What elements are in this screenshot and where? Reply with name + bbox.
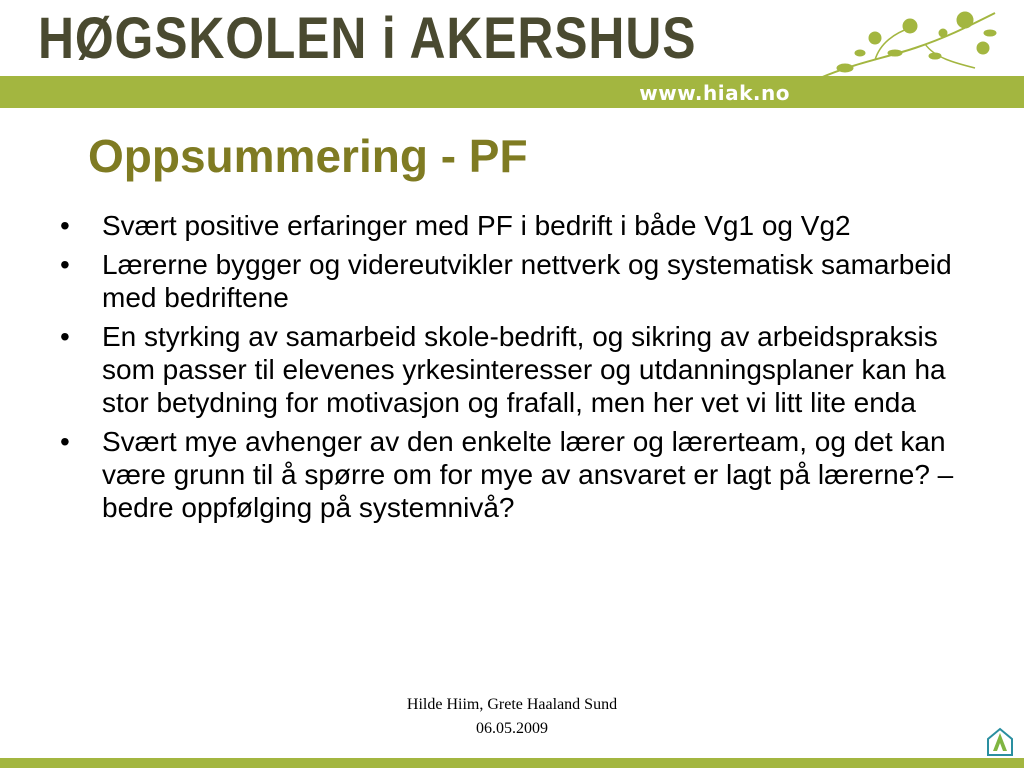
bullet-text: En styrking av samarbeid skole-bedrift, og sikring av arbeidspraksis som passer til elevenes yrkesinteresser og utdanningsplaner kan ha stor betydning for motivasjon og frafall, men her vet vi litt lite enda xyxy=(102,321,946,418)
bullet-item xyxy=(60,425,960,524)
logo-text-part3: AKERSHUS xyxy=(396,6,697,71)
footer-authors: Hilde Hiim, Grete Haaland Sund xyxy=(406,696,618,713)
footer-band xyxy=(0,758,1024,768)
footer-date: 06.05.2009 xyxy=(476,720,548,737)
website-url: www.hiak.no xyxy=(639,81,790,105)
header-band xyxy=(0,76,1024,108)
house-logo-icon xyxy=(986,727,1014,757)
bullet-marker: • xyxy=(60,249,70,280)
floral-ornament-icon xyxy=(815,8,1000,80)
bullet-item xyxy=(60,320,960,419)
logo-text-part2: i xyxy=(381,6,397,71)
bullet-marker: • xyxy=(60,321,70,352)
bullet-item xyxy=(60,248,960,314)
bullet-marker: • xyxy=(60,426,70,457)
bullet-text: Svært mye avhenger av den enkelte lærer og lærerteam, og det kan være grunn til å spørre om for mye av ansvaret er lagt på lærerne? – bedre oppfølging på systemnivå? xyxy=(102,426,954,523)
bullet-list xyxy=(60,209,960,530)
bullet-item xyxy=(60,209,960,242)
bullet-text: Svært positive erfaringer med PF i bedrift i både Vg1 og Vg2 xyxy=(102,210,851,241)
logo-text-part1: HØGSKOLEN xyxy=(38,6,382,71)
bullet-marker: • xyxy=(60,210,70,241)
institution-logo xyxy=(38,6,697,71)
bullet-text: Lærerne bygger og videreutvikler nettverk og systematisk samarbeid med bedriftene xyxy=(102,249,952,313)
slide-title: Oppsummering - PF xyxy=(88,130,528,182)
